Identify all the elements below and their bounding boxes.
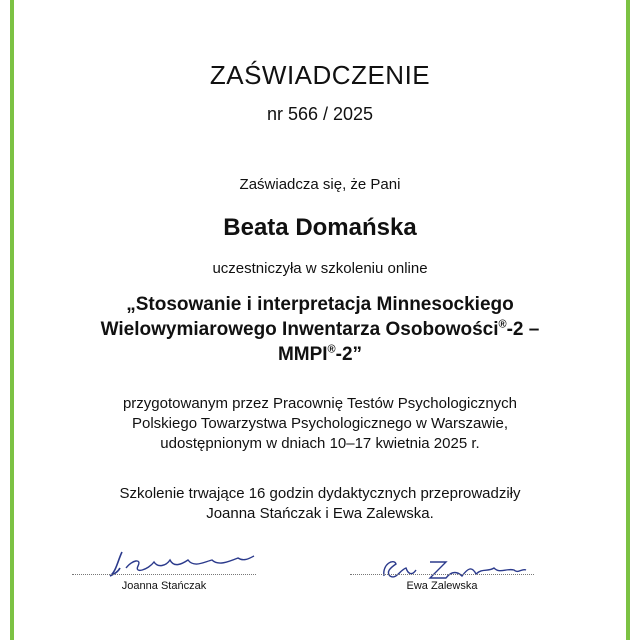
course-line-2: Wielowymiarowego Inwentarza Osobowości®-2 – [100,318,540,340]
signature-ewa-zalewska [380,554,530,582]
signature-line-left [72,574,256,575]
certificate-title: ZAŚWIADCZENIE [209,60,431,90]
signature-joanna-stanczak [108,548,258,580]
certificate-number: nr 566 / 2025 [266,104,374,124]
signature-line-right [350,574,534,575]
course-line-3: MMPI®-2” [277,343,363,365]
duration-text: Szkolenie trwające 16 godzin dydaktycznych przeprowadziły Joanna Stańczak i Ewa Zalewska. [119,485,521,522]
participation-text: uczestniczyła w szkoleniu online [212,260,428,277]
course-title [0,292,640,367]
course-line-1: „Stosowanie i interpretacja Minnesockiego [126,294,514,315]
intro-text: Zaświadcza się, że Pani [239,176,401,193]
signature-name-left: Joanna Stańczak [121,580,207,592]
prepared-by-text: przygotowanym przez Pracownię Testów Psychologicznych Polskiego Towarzystwa Psychologicznego w Warszawie, udostępnionym w dniach 10–17 kwietnia 2025 r. [122,395,518,452]
recipient-name: Beata Domańska [223,214,417,241]
signature-name-right: Ewa Zalewska [406,580,478,592]
